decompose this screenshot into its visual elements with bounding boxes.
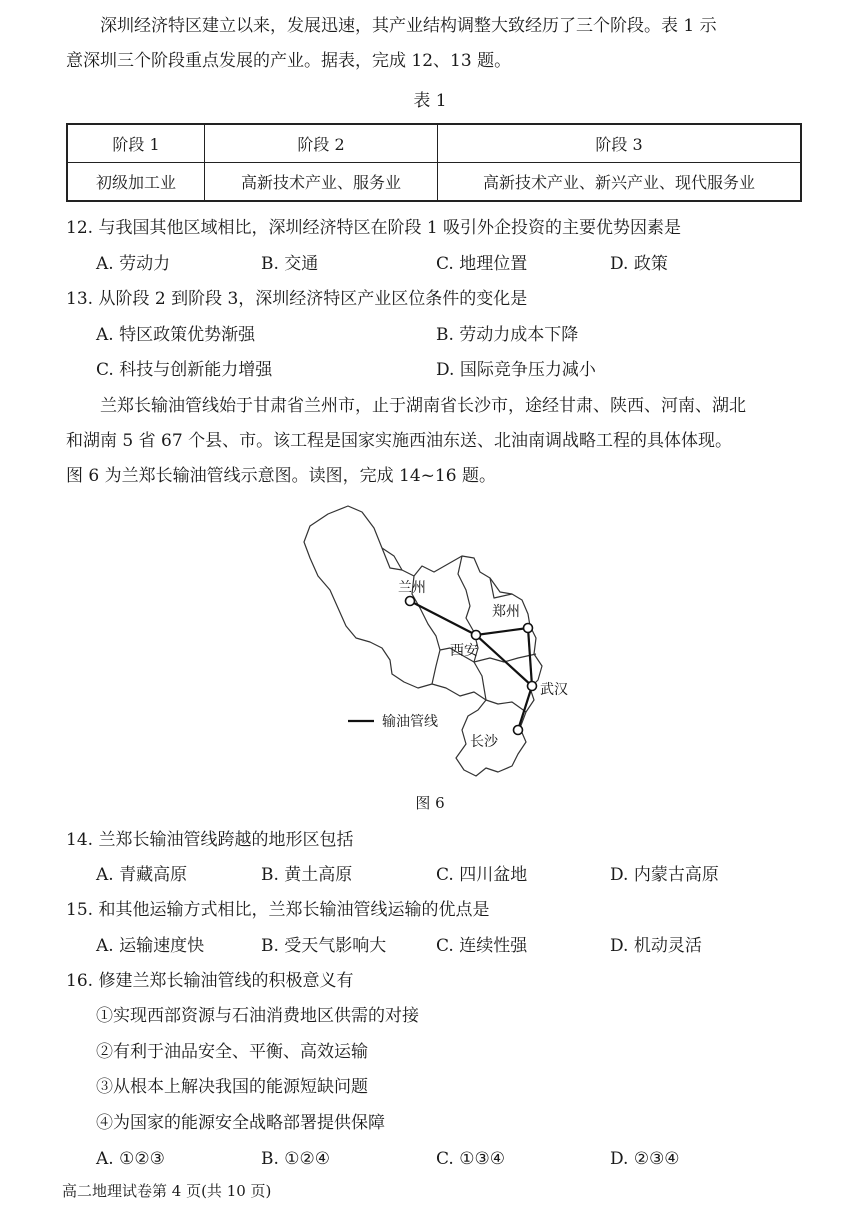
table-cell: 高新技术产业、服务业 <box>205 163 438 202</box>
pipeline-map <box>290 498 568 783</box>
table-header-row <box>67 124 801 163</box>
intro-line: 和湖南 5 省 67 个县、市。该工程是国家实施西油东送、北油南调战略工程的具体体现。 <box>66 431 733 451</box>
city-marker-xian <box>472 631 481 640</box>
intro-paragraph-pipeline <box>66 389 802 459</box>
city-label-zhengzhou: 郑州 <box>492 604 520 620</box>
question-13-stem: 13. 从阶段 2 到阶段 3，深圳经济特区产业区位条件的变化是 <box>66 289 528 309</box>
city-marker-wuhan <box>528 682 537 691</box>
question-14-option-d: D. 内蒙古高原 <box>610 865 719 885</box>
question-13-option-b: B. 劳动力成本下降 <box>436 325 579 345</box>
intro-line: 意深圳三个阶段重点发展的产业。据表，完成 12、13 题。 <box>66 51 512 71</box>
question-15-option-a: A. 运输速度快 <box>96 936 205 956</box>
question-14-option-c: C. 四川盆地 <box>436 865 528 885</box>
page-footer: 高二地理试卷第 4 页(共 10 页) <box>62 1182 272 1200</box>
table-caption: 表 1 <box>413 91 447 111</box>
province-outline <box>304 506 542 776</box>
city-marker-changsha <box>514 726 523 735</box>
intro-line: 深圳经济特区建立以来，发展迅速，其产业结构调整大致经历了三个阶段。表 1 示 <box>100 16 717 36</box>
table-cell: 高新技术产业、新兴产业、现代服务业 <box>438 163 802 202</box>
question-16-item: ①实现西部资源与石油消费地区供需的对接 <box>96 1006 419 1026</box>
pipeline-segment <box>476 635 532 686</box>
question-16-option-a: A. ①②③ <box>96 1149 165 1169</box>
intro-paragraph-shenzhen <box>66 9 802 79</box>
city-label-lanzhou: 兰州 <box>398 580 426 596</box>
question-14-stem: 14. 兰郑长输油管线跨越的地形区包括 <box>66 830 354 850</box>
pipeline-segment <box>528 628 532 686</box>
table-cell: 初级加工业 <box>67 163 205 202</box>
question-15-option-b: B. 受天气影响大 <box>261 936 387 956</box>
city-label-changsha: 长沙 <box>470 734 498 750</box>
intro-line-last: 图 6 为兰郑长输油管线示意图。读图，完成 14~16 题。 <box>66 466 496 486</box>
industry-stages-table <box>66 123 802 202</box>
province-border <box>490 578 512 598</box>
question-16-stem: 16. 修建兰郑长输油管线的积极意义有 <box>66 971 354 991</box>
table-header-cell: 阶段 1 <box>67 124 205 163</box>
question-16-item: ④为国家的能源安全战略部署提供保障 <box>96 1113 385 1133</box>
question-15-option-d: D. 机动灵活 <box>610 936 702 956</box>
table-row <box>67 163 801 202</box>
city-label-xian: 西安 <box>450 643 478 659</box>
city-marker-lanzhou <box>406 597 415 606</box>
question-13-option-a: A. 特区政策优势渐强 <box>96 325 256 345</box>
question-13-option-c: C. 科技与创新能力增强 <box>96 360 273 380</box>
question-14-option-b: B. 黄土高原 <box>261 865 353 885</box>
question-16-item: ③从根本上解决我国的能源短缺问题 <box>96 1077 368 1097</box>
question-15-option-c: C. 连续性强 <box>436 936 528 956</box>
figure-caption: 图 6 <box>415 794 445 812</box>
legend-label: 输油管线 <box>382 714 438 730</box>
question-13-option-d: D. 国际竞争压力减小 <box>436 360 596 380</box>
province-border <box>382 548 402 570</box>
question-16-option-d: D. ②③④ <box>610 1149 680 1169</box>
city-label-wuhan: 武汉 <box>540 682 568 698</box>
city-marker-zhengzhou <box>524 624 533 633</box>
pipeline-route <box>410 601 532 730</box>
intro-line: 兰郑长输油管线始于甘肃省兰州市，止于湖南省长沙市，途经甘肃、陕西、河南、湖北 <box>100 396 746 416</box>
question-15-stem: 15. 和其他运输方式相比，兰郑长输油管线运输的优点是 <box>66 900 490 920</box>
question-16-option-c: C. ①③④ <box>436 1149 505 1169</box>
question-12-option-b: B. 交通 <box>261 254 319 274</box>
question-14-option-a: A. 青藏高原 <box>96 865 188 885</box>
question-12-stem: 12. 与我国其他区域相比，深圳经济特区在阶段 1 吸引外企投资的主要优势因素是 <box>66 218 682 238</box>
table-header-cell: 阶段 3 <box>438 124 802 163</box>
question-16-option-b: B. ①②④ <box>261 1149 331 1169</box>
question-12-option-c: C. 地理位置 <box>436 254 528 274</box>
province-border <box>486 700 526 712</box>
pipeline-segment <box>476 628 528 635</box>
question-12-option-d: D. 政策 <box>610 254 668 274</box>
table-header-cell: 阶段 2 <box>205 124 438 163</box>
question-16-item: ②有利于油品安全、平衡、高效运输 <box>96 1042 368 1062</box>
question-12-option-a: A. 劳动力 <box>96 254 171 274</box>
